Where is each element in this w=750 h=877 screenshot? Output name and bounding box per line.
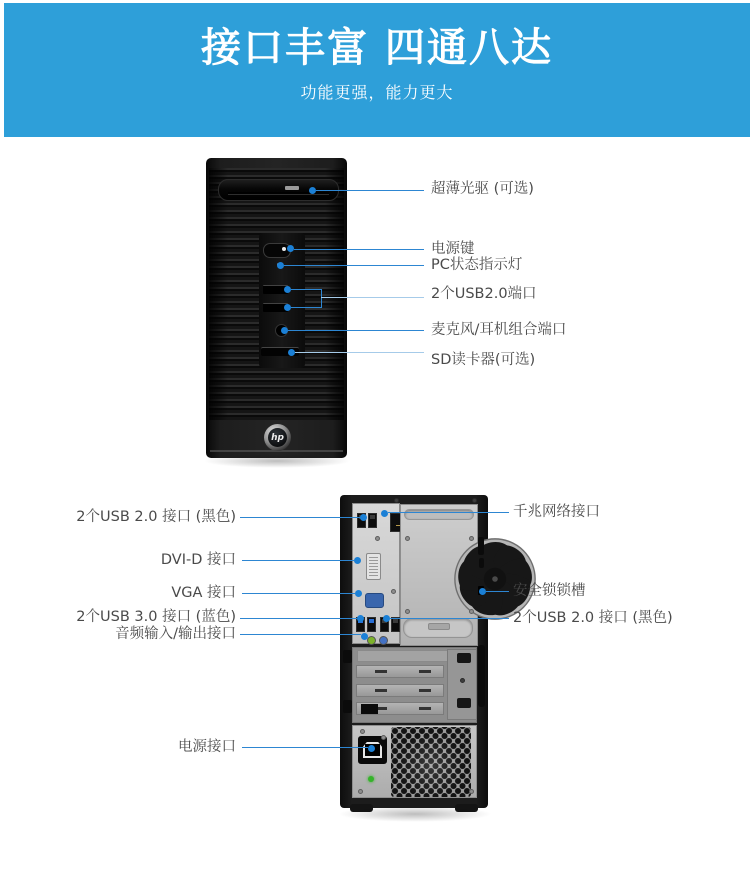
callout-line-ethernet: [388, 512, 509, 513]
io-panel: [352, 503, 400, 644]
latch-clip-2: [457, 698, 471, 708]
slot-vent: [419, 670, 431, 673]
bottom-recess: [403, 618, 473, 638]
slot-vent: [375, 670, 387, 673]
callout-line-usb-a: [291, 289, 322, 290]
callout-line-usb2-left: [240, 517, 360, 518]
callout-line-usb-main: [321, 297, 424, 298]
dot-status-led: [277, 262, 284, 269]
callout-line-vga: [242, 593, 355, 594]
latch-clip-1: [457, 653, 471, 663]
label-status-led: PC状态指示灯: [431, 257, 523, 273]
dot-optical-drive: [309, 187, 316, 194]
io-screw-1: [375, 536, 380, 541]
callout-line-power: [294, 249, 424, 250]
slot-vent: [419, 707, 431, 710]
slot-vent: [375, 689, 387, 692]
rear-usb3-port-2: [367, 617, 376, 632]
label-optical-drive: 超薄光驱 (可选): [431, 181, 534, 197]
label-rear-usb2-right: 2个USB 2.0 接口 (黑色): [513, 610, 673, 626]
psu-honeycomb-vent: [391, 727, 471, 797]
left-tab-1: [343, 650, 352, 663]
callout-line-sd: [295, 352, 424, 353]
callout-line-dvi: [242, 560, 354, 561]
rear-usb2-port-2: [368, 513, 377, 528]
psu-panel: [352, 725, 477, 798]
power-symbol: [282, 247, 286, 251]
callout-line-usb3: [240, 618, 357, 619]
expansion-panel: [352, 647, 477, 723]
dot-dvi: [354, 557, 361, 564]
front-tower: [206, 158, 347, 458]
top-vent-slot: [404, 509, 474, 520]
label-front-usb: 2个USB2.0端口: [431, 286, 537, 302]
banner: [4, 3, 750, 137]
label-ethernet: 千兆网络接口: [513, 504, 600, 520]
callout-line-usb-bracket: [321, 289, 322, 308]
callout-line-usb2-right: [390, 618, 509, 619]
recess-handle: [428, 623, 450, 630]
label-vga: VGA 接口: [171, 585, 236, 601]
label-usb3: 2个USB 3.0 接口 (蓝色): [76, 609, 236, 625]
psu-screw-1: [360, 729, 365, 734]
label-rear-usb2-left: 2个USB 2.0 接口 (黑色): [76, 509, 236, 525]
exhaust-fan-icon: [453, 537, 537, 621]
dot-ethernet: [381, 510, 388, 517]
banner-subtitle: 功能更强，能力更大: [300, 83, 454, 102]
fan-screw-3: [405, 609, 410, 614]
hp-logo-text: hp: [268, 428, 287, 447]
dot-front-usb-1: [284, 286, 291, 293]
banner-title: 接口丰富 四通八达: [201, 25, 553, 71]
callout-line-headset: [288, 330, 424, 331]
side-latch-1: [478, 537, 484, 555]
label-power-inlet: 电源接口: [178, 739, 236, 755]
dot-power-button: [287, 245, 294, 252]
rear-tower-shadow: [338, 806, 492, 822]
io-screw-2: [391, 589, 396, 594]
fan-screw-1: [405, 536, 410, 541]
slot-cover-1: [356, 665, 444, 678]
fan-screw-2: [469, 536, 474, 541]
callout-line-power-inlet: [242, 747, 368, 748]
dot-vga: [355, 590, 362, 597]
rear-usb2-port-4: [391, 617, 400, 632]
vga-port: [365, 593, 384, 608]
side-latch-2: [479, 558, 484, 568]
fan-screw-4: [469, 609, 474, 614]
audio-jack-line-in: [379, 636, 388, 645]
label-power-button: 电源键: [431, 241, 475, 257]
label-audio: 音频输入/输出接口: [115, 626, 236, 642]
callout-line-usb-b: [291, 307, 322, 308]
fan-plate: [400, 504, 478, 646]
psu-screw-4: [469, 789, 474, 794]
callout-line-optical: [316, 190, 424, 191]
port-knockout: [361, 704, 378, 714]
psu-screw-2: [381, 735, 386, 740]
psu-screw-3: [358, 789, 363, 794]
front-tower-shadow: [203, 454, 351, 468]
card-latch-panel: [447, 649, 477, 720]
dot-audio: [361, 633, 368, 640]
callout-line-led: [284, 265, 424, 266]
psu-led: [368, 776, 374, 782]
label-dvi: DVI-D 接口: [160, 552, 236, 568]
dot-front-usb-2: [284, 304, 291, 311]
usb-tongue: [369, 619, 374, 623]
rear-tower: [340, 495, 488, 808]
dvi-port: [366, 553, 381, 580]
dot-sd-slot: [288, 349, 295, 356]
usb-tongue: [393, 619, 398, 623]
latch-screw: [460, 678, 465, 683]
slot-vent: [419, 689, 431, 692]
callout-line-audio: [240, 634, 361, 635]
dot-usb3: [357, 615, 364, 622]
label-lock-slot: 安全锁锁槽: [513, 583, 586, 599]
label-headset-jack: 麦克风/耳机组合端口: [431, 322, 567, 338]
dot-rear-usb2-left: [360, 514, 367, 521]
side-latch-3: [478, 645, 485, 707]
label-sd-slot: SD读卡器(可选): [431, 352, 536, 368]
slot-cover-2: [356, 684, 444, 697]
dot-lock-slot: [479, 588, 486, 595]
left-tab-2: [343, 700, 352, 713]
hp-logo: [264, 424, 291, 451]
dot-headset-jack: [281, 327, 288, 334]
rear-top-screw-2: [472, 498, 477, 503]
callout-line-lock-slot: [486, 591, 509, 592]
dot-power-inlet: [368, 745, 375, 752]
dot-rear-usb2-right: [383, 615, 390, 622]
audio-jack-line-out: [367, 636, 376, 645]
optical-eject-button: [285, 186, 299, 190]
usb-tongue: [370, 515, 375, 519]
